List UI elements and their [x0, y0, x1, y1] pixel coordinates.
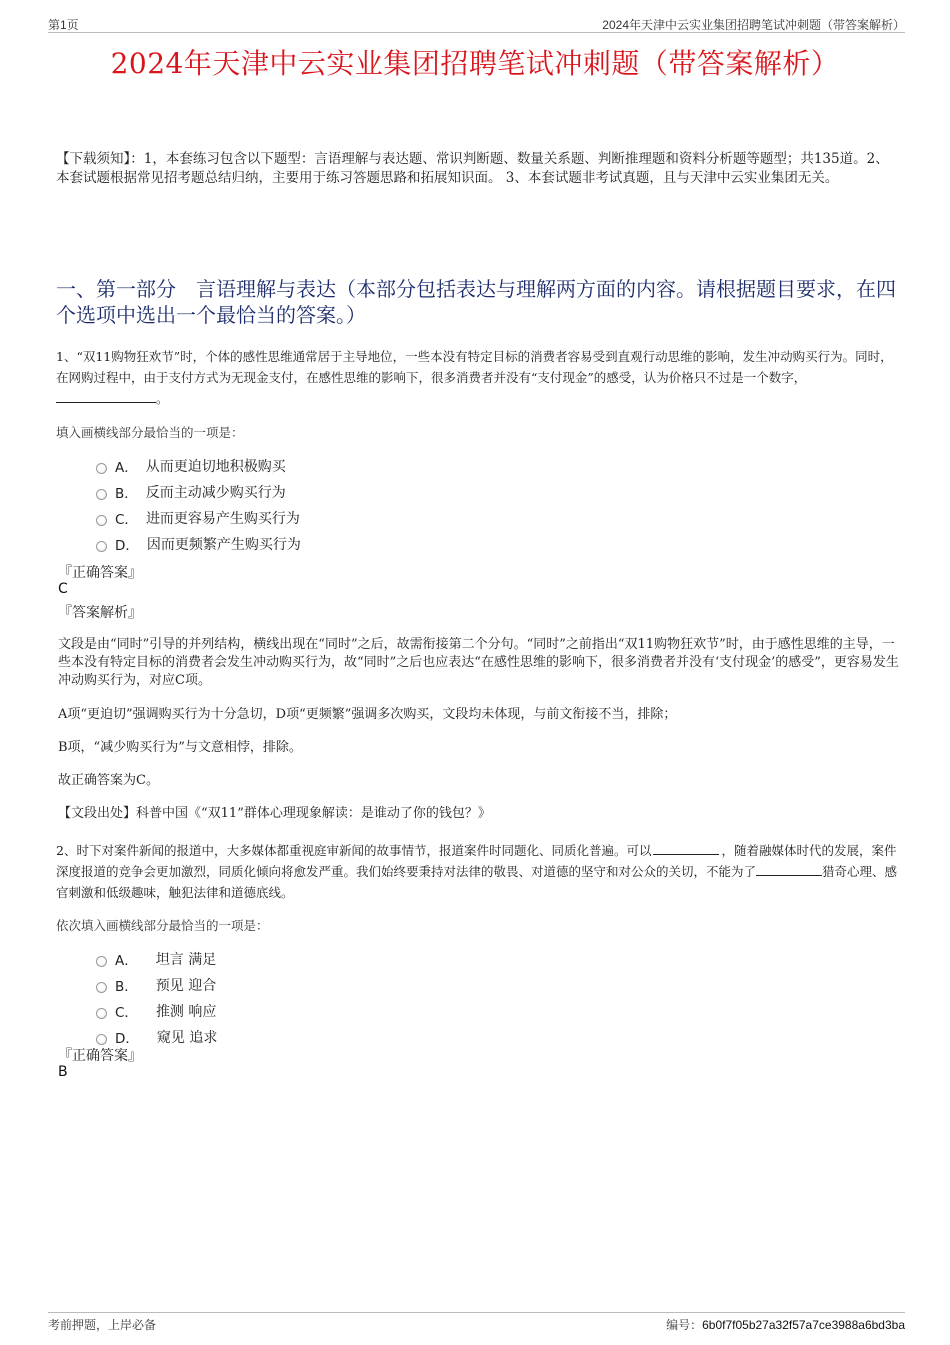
radio-button-icon[interactable]	[96, 982, 107, 993]
radio-button-icon[interactable]	[96, 541, 107, 552]
question-2-options	[96, 946, 217, 1050]
document-code: 编号：6b0f7f05b27a32f57a7ce3988a6bd3ba	[666, 1318, 905, 1332]
radio-button-icon[interactable]	[96, 1034, 107, 1045]
page-footer	[48, 1312, 905, 1331]
question-1-options	[96, 453, 301, 557]
correct-answer: C	[58, 581, 68, 597]
question-2-prompt: 依次填入画横线部分最恰当的一项是：	[56, 918, 269, 933]
radio-button-icon[interactable]	[96, 515, 107, 526]
question-1-stem: 1、“双11购物狂欢节”时，个体的感性思维通常居于主导地位，一些本没有特定目标的消费者容易受到直观行动思维的影响，发生冲动购买行为。同时，在网购过程中，由于支付方式为无现金支付，在感性思维的影响下，很多消费者并没有“支付现金”的感受，认为价格只不过是一个数字，。	[56, 349, 893, 406]
source-citation: 【文段出处】科普中国《“双11”群体心理现象解读：是谁动了你的钱包？》	[58, 806, 491, 821]
correct-answer: B	[58, 1064, 68, 1080]
answer-blank	[56, 390, 156, 403]
question-2-stem: 2、时下对案件新闻的报道中，大多媒体都重视庭审新闻的故事情节，报道案件时同题化、同质化普遍。可以 ，随着融媒体时代的发展，案件深度报道的竞争会更加激烈，同质化倾向将愈发严重。我们始终要秉持对法律的敬畏、对道德的坚守和对公众的关切，不能为了 猎奇心理、感官刺激和低级趣味，触犯法律和道德底线。	[56, 843, 898, 900]
option-d[interactable]: D． 窥见 追求	[96, 1024, 217, 1050]
download-notice: 【下载须知】：1，本套练习包含以下题型：言语理解与表达题、常识判断题、数量关系题、判断推理题和资料分析题等题型；共135道。2、本套试题根据常见招考题总结归纳，主要用于练习答题思路和拓展知识面。 3、本套试题非考试真题，且与天津中云实业集团无关。	[56, 151, 889, 186]
analysis-paragraph: B项，“减少购买行为”与文意相悖，排除。	[58, 740, 302, 755]
page-number: 第1页	[48, 18, 79, 32]
analysis-label: 『答案解析』	[58, 605, 142, 621]
question-1-text: 1、“双11购物狂欢节”时，个体的感性思维通常居于主导地位，一些本没有特定目标的消费者容易受到直观行动思维的影响，发生冲动购买行为。同时，在网购过程中，由于支付方式为无现金支付，在感性思维的影响下，很多消费者并没有“支付现金”的感受，认为价格只不过是一个数字，	[56, 349, 893, 385]
radio-button-icon[interactable]	[96, 1008, 107, 1019]
answer-blank-2	[756, 863, 822, 876]
option-c[interactable]: C． 推测 响应	[96, 998, 217, 1024]
document-title: 2024年天津中云实业集团招聘笔试冲刺题（带答案解析）	[110, 47, 840, 80]
answer-blank-1	[653, 842, 719, 855]
option-d[interactable]: D． 因而更频繁产生购买行为	[96, 531, 301, 557]
footer-slogan: 考前押题，上岸必备	[48, 1318, 157, 1332]
analysis-paragraph: A项“更迫切”强调购买行为十分急切，D项“更频繁”强调多次购买，文段均未体现，与前文衔接不当，排除；	[58, 707, 677, 722]
correct-answer-label: 『正确答案』	[58, 1048, 142, 1064]
radio-button-icon[interactable]	[96, 489, 107, 500]
header-doc-title: 2024年天津中云实业集团招聘笔试冲刺题（带答案解析）	[602, 18, 905, 32]
question-1-prompt: 填入画横线部分最恰当的一项是：	[56, 425, 244, 440]
radio-button-icon[interactable]	[96, 956, 107, 967]
option-a[interactable]: A． 从而更迫切地积极购买	[96, 453, 301, 479]
option-b[interactable]: B． 反而主动减少购买行为	[96, 479, 301, 505]
correct-answer-label: 『正确答案』	[58, 565, 142, 581]
radio-button-icon[interactable]	[96, 463, 107, 474]
page-header	[48, 14, 905, 33]
option-c[interactable]: C． 进而更容易产生购买行为	[96, 505, 301, 531]
option-b[interactable]: B． 预见 迎合	[96, 972, 217, 998]
analysis-paragraph: 文段是由“同时”引导的并列结构，横线出现在“同时”之后，故需衔接第二个分句。“同时”之前指出“双11购物狂欢节”时，由于感性思维的主导，一些本没有特定目标的消费者会发生冲动购买行为，故“同时”之后也应表达“在感性思维的影响下，很多消费者并没有‘支付现金’的感受”，更容易发生冲动购买行为，对应C项。	[58, 637, 899, 688]
option-a[interactable]: A． 坦言 满足	[96, 946, 217, 972]
analysis-conclusion: 故正确答案为C。	[58, 773, 159, 788]
section-heading: 一、第一部分 言语理解与表达（本部分包括表达与理解两方面的内容。请根据题目要求，在四个选项中选出一个最恰当的答案。）	[56, 277, 896, 327]
